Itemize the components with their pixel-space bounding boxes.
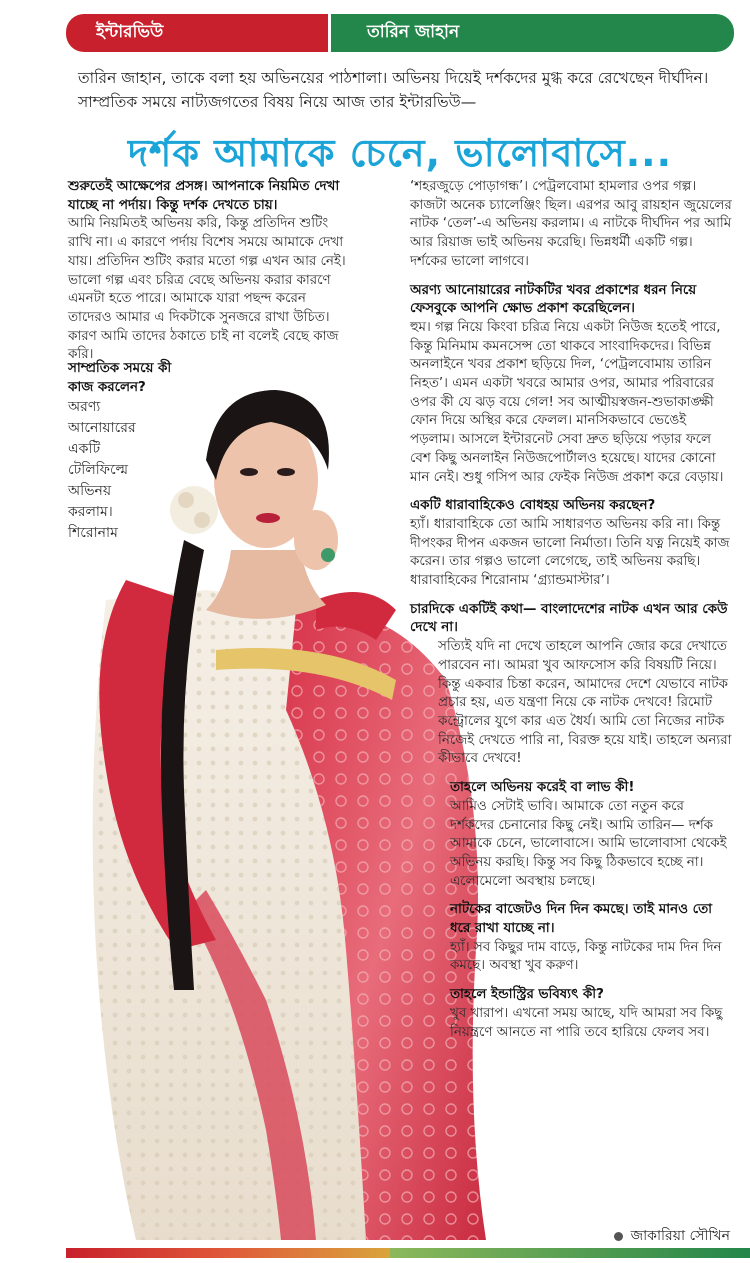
answer-7: হ্যাঁ। সব কিছুর দাম বাড়ে, কিন্তু নাটকের দাম দিন দিন কমছে। অবস্থা খুব করুণ। <box>450 939 722 974</box>
answer-2-continued: ‘শহরজুড়ে পোড়াগন্ধ’। পেট্রলবোমা হামলার ওপর গল্প। কাজটা অনেক চ্যালেঞ্জিং ছিল। এরপর আবু রায়হান জুয়েলের নাটক ‘তেল’-এ অভিনয় করলাম। এ নাটকে দীর্ঘদিন পর আমি আর রিয়াজ ভাই অভিনয় করেছি। ভিন্নধর্মী একটি গল্প। দর্শকের ভালো লাগবে। <box>410 179 732 269</box>
answer-8: খুব খারাপ। এখনো সময় আছে, যদি আমরা সব কিছু নিয়ন্ত্রণে আনতে না পারি তবে হারিয়ে ফেলব সব। <box>450 1005 723 1040</box>
intro-paragraph: তারিন জাহান, তাকে বলা হয় অভিনয়ের পাঠশালা। অভিনয় দিয়েই দর্শকদের মুগ্ধ করে রেখেছেন দীর্ঘদিন। সাম্প্রতিক সময়ে নাট্যজগতের বিষয় নিয়ে আজ তার ইন্টারভিউ— <box>78 69 709 111</box>
right-column <box>410 178 732 1052</box>
question-3: অরণ্য আনোয়ারের নাটকটির খবর প্রকাশের ধরন নিয়ে ফেসবুকে আপনি ক্ষোভ প্রকাশ করেছিলেন। <box>410 282 697 317</box>
answer-1: আমি নিয়মিতই অভিনয় করি, কিন্তু প্রতিদিন শুটিং রাখি না। এ কারণে পর্দায় বিশেষ সময়ে আমাকে দেখা যায়। প্রতিদিন শুটিং করার মতো গল্প এখন আর নেই। ভালো গল্প এবং চরিত্র বেছে অভিনয় করার কারণে এমনটা হতে পারে। আমাকে যারা পছন্দ করেন তাদেরও আমার এ দিকটাকে সুনজরে রাখা উচিত। কারণ আমি তাদের ঠকাতে চাই না বলেই বেছে কাজ করি। <box>68 216 346 363</box>
section-label: ইন্টারভিউ <box>66 14 328 52</box>
answer-6: আমিও সেটাই ভাবি। আমাকে তো নতুন করে দর্শকদের চেনানোর কিছু নেই। আমি তারিন— দর্শক আমাকে চেনে, ভালোবাসে। আমি ভালোবাসা থেকেই অভিনয় করছি। কিন্তু সব কিছু ঠিকভাবে হচ্ছে না। এলোমেলো অবস্থায় চলছে। <box>450 798 727 889</box>
byline <box>614 1224 730 1248</box>
question-4: একটি ধারাবাহিকেও বোধহয় অভিনয় করছেন? <box>410 498 656 514</box>
question-1: শুরুতেই আক্ষেপের প্রসঙ্গ। আপনাকে নিয়মিত দেখা যাচ্ছে না পর্দায়। কিন্তু দর্শক দেখতে চায়। <box>68 179 340 213</box>
section-header <box>66 14 734 52</box>
answer-4: হ্যাঁ। ধারাবাহিকে তো আমি সাধারণত অভিনয় করি না। কিন্তু দীপংকর দীপন একজন ভালো নির্মাতা। তিনি যত্ন নিয়েই কাজ করেন। তার গল্পও ভালো লেগেছে, তাই অভিনয় করছি। ধারাবাহিকের শিরোনাম ‘গ্র্যান্ডমাস্টার’। <box>410 516 730 589</box>
question-2: সাম্প্রতিক সময়ে কী কাজ করলেন? <box>68 361 172 395</box>
person-name-label: তারিন জাহান <box>331 14 734 52</box>
author-name: জাকারিয়া সৌখিন <box>630 1228 730 1244</box>
answer-2: অরণ্য আনোয়ারের একটি টেলিফিল্মে অভিনয় করলাম। শিরোনাম <box>68 399 136 542</box>
question-7: নাটকের বাজেটও দিন দিন কমছে। তাই মানও তো ধরে রাখা যাচ্ছে না। <box>450 902 712 937</box>
footer-bar-red <box>66 1248 390 1258</box>
question-6: তাহলে অভিনয় করেই বা লাভ কী! <box>450 780 635 796</box>
footer-bar <box>66 1248 750 1258</box>
question-5: চারদিকে একটিই কথা— বাংলাদেশের নাটক এখন আর কেউ দেখে না। <box>410 601 728 636</box>
headline: দর্শক আমাকে চেনে, ভালোবাসে... <box>127 131 673 175</box>
bullet-icon <box>614 1232 623 1241</box>
question-8: তাহলে ইন্ডাস্ট্রির ভবিষ্যৎ কী? <box>450 987 604 1003</box>
footer-bar-green <box>390 1248 750 1258</box>
answer-5: সত্যিই যদি না দেখে তাহলে আপনি জোর করে দেখাতে পারবেন না। আমরা খুব আফসোস করি বিষয়টি নিয়ে। কিন্তু একবার চিন্তা করেন, আমাদের দেশে যেভাবে নাটক প্রচার হয়, এত যন্ত্রণা নিয়ে কে নাটক দেখবে! রিমোট কন্ট্রোলের যুগে কার এত ধৈর্য। আমি তো নিজের নাটক নিজেই দেখতে পারি না, বিরক্ত হয়ে যাই। তাহলে অন্যরা কীভাবে দেখবে! <box>438 639 732 767</box>
left-column <box>68 178 352 375</box>
answer-3: হুম। গল্প নিয়ে কিংবা চরিত্র নিয়ে একটা নিউজ হতেই পারে, কিন্তু মিনিমাম কমনসেন্স তো থাকবে সাংবাদিকদের। বিভিন্ন অনলাইনে খবর প্রকাশ ছড়িয়ে দিল, ‘পেট্রলবোমায় তারিন নিহত’। এমন একটা খবরে আমার ওপর, আমার পরিবারের ওপর কী যে ঝড় বয়ে গেল! সব আত্মীয়স্বজন-শুভাকাঙ্ক্ষী ফোন দিয়ে অস্থির করে ফেলল। মানসিকভাবে ভেঙেই পড়লাম। আসলে ইন্টারনেট সেবা দ্রুত ছড়িয়ে পড়ার ফলে বেশ কিছু অনলাইন নিউজপোর্টালও হয়েছে। যাদের কোনো মান নেই। শুধু গসিপ আর ফেইক নিউজ প্রকাশ করে বেড়ায়। <box>410 319 724 485</box>
